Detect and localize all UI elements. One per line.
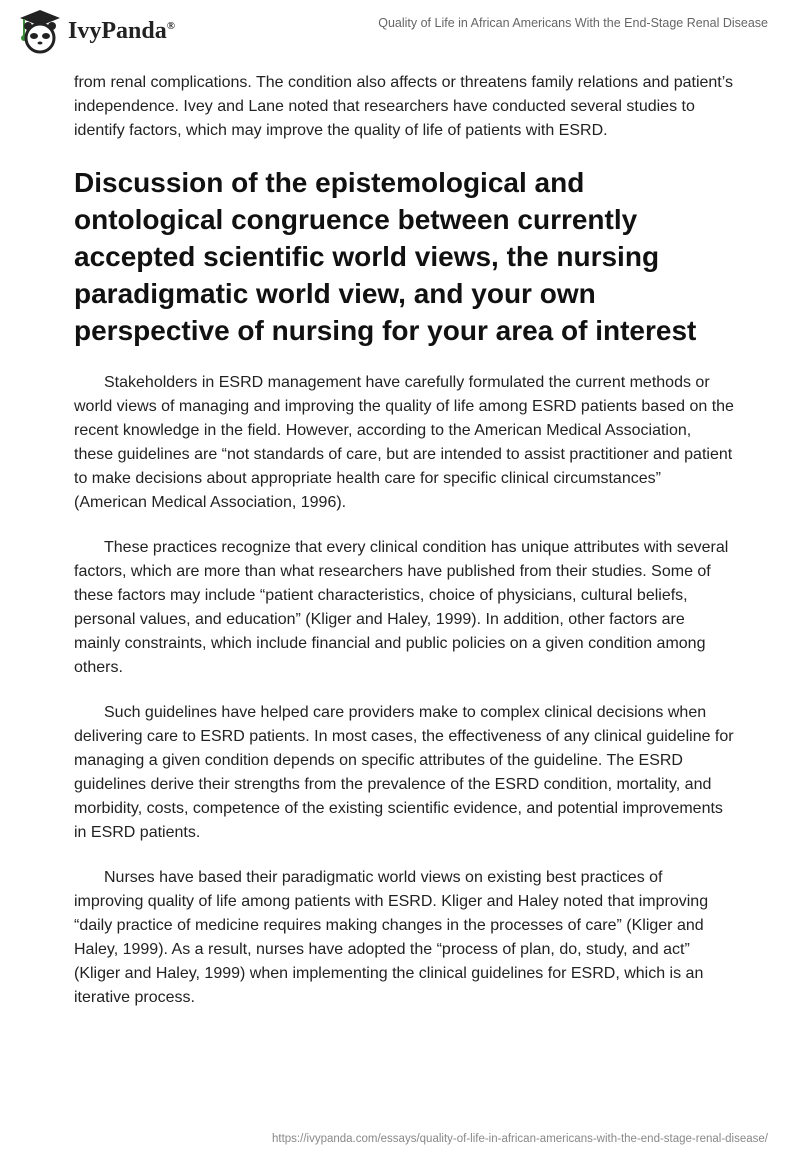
registered-mark: ® — [166, 19, 175, 32]
paragraph: Nurses have based their paradigmatic world views on existing best practices of improving quality of life among patients with ESRD. Kliger and Haley noted that improving “daily practice of medicine requires making changes in the processes of care” (Kliger and Haley, 1999). As a result, nurses have adopted the “process of plan, do, study, and act” (Kliger and Haley, 1999) when implementing the clinical guidelines for ESRD, which is an iterative process. — [74, 869, 709, 1006]
source-url[interactable]: https://ivypanda.com/essays/quality-of-life-in-african-americans-with-the-end-stage-renal-disease/ — [272, 1133, 768, 1145]
brand-name: IvyPanda — [68, 17, 167, 44]
paragraph: These practices recognize that every clinical condition has unique attributes with several factors, which are more than what researchers have published from their studies. Some of these factors may include “patient characteristics, choice of physicians, cultural beliefs, personal values, and education” (Kliger and Haley, 1999). In addition, other factors are mainly constraints, which include financial and public policies on a given condition among others. — [74, 539, 729, 676]
document-title: Quality of Life in African Americans With the End-Stage Renal Disease — [378, 16, 768, 30]
paragraph: from renal complications. The condition also affects or threatens family relations and patient’s independence. Ivey and Lane noted that researchers have conducted several studies to identify factors, which may improve the quality of life of patients with ESRD. — [74, 74, 734, 139]
essay-body — [74, 71, 734, 1031]
paragraph: Such guidelines have helped care providers make to complex clinical decisions when delivering care to ESRD patients. In most cases, the effectiveness of any clinical guideline for managing a given condition depends on specific attributes of the guideline. The ESRD guidelines derive their strengths from the prevalence of the ESRD condition, mortality, and morbidity, costs, competence of the existing scientific evidence, and potential improvements in ESRD patients. — [74, 704, 734, 841]
header — [0, 0, 800, 60]
section-heading: Discussion of the epistemological and ontological congruence between currently accepted scientific world views, the nursing paradigmatic world view, and your own perspective of nursing for your area of interest — [74, 167, 697, 346]
panda-graduate-icon — [18, 8, 62, 54]
paragraph: Stakeholders in ESRD management have carefully formulated the current methods or world views of managing and improving the quality of life among ESRD patients based on the recent knowledge in the field. However, according to the American Medical Association, these guidelines are “not standards of care, but are intended to assist practitioner and patient to make decisions about appropriate health care for specific clinical circumstances” (American Medical Association, 1996). — [74, 374, 734, 511]
ivypanda-logo[interactable] — [18, 8, 175, 54]
